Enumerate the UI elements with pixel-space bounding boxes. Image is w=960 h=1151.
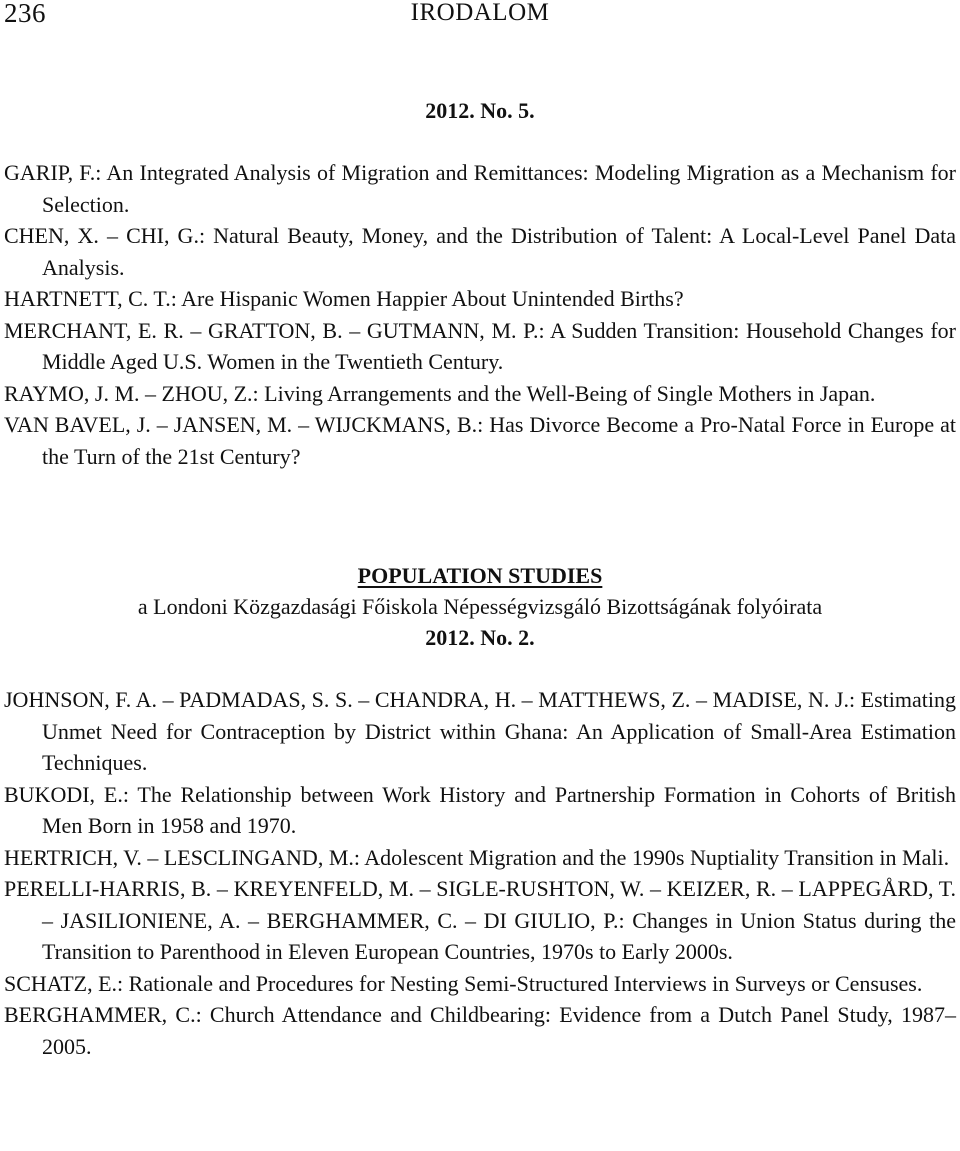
- section-header: IRODALOM: [410, 0, 550, 26]
- reference-entry: HARTNETT, C. T.: Are Hispanic Women Happier About Unintended Births?: [4, 286, 684, 311]
- reference-list: [4, 684, 956, 1062]
- journal-subtitle: a Londoni Közgazdasági Főiskola Népességvizsgáló Bizottságának folyóirata: [137, 594, 823, 619]
- issue-heading: 2012. No. 5.: [425, 98, 535, 123]
- reference-entry: HERTRICH, V. – LESCLINGAND, M.: Adolescent Migration and the 1990s Nuptiality Transition in Mali.: [4, 844, 950, 870]
- reference-entry: PERELLI-HARRIS, B. – KREYENFELD, M. – SIGLE-RUSHTON, W. – KEIZER, R. – LAPPEGÅRD, T. – JASILIONIENE, A. – BERGHAMMER, C. – DI GIULIO, P.: Changes in Union Status during the Transition to Parenthood in Eleven European Countries, 1970s to Early 2000s.: [4, 876, 956, 964]
- reference-entry: BERGHAMMER, C.: Church Attendance and Childbearing: Evidence from a Dutch Panel Study, 1987–2005.: [4, 1002, 956, 1059]
- reference-list: [4, 157, 956, 472]
- issue-heading: 2012. No. 2.: [425, 625, 535, 650]
- running-head: [0, 0, 960, 30]
- journal-title: POPULATION STUDIES: [357, 563, 603, 588]
- reference-entry: SCHATZ, E.: Rationale and Procedures for Nesting Semi-Structured Interviews in Surveys or Censuses.: [4, 970, 923, 996]
- reference-entry: RAYMO, J. M. – ZHOU, Z.: Living Arrangements and the Well-Being of Single Mothers in Japan.: [4, 380, 876, 406]
- reference-entry: BUKODI, E.: The Relationship between Work History and Partnership Formation in Cohorts of British Men Born in 1958 and 1970.: [4, 781, 956, 838]
- reference-entry: JOHNSON, F. A. – PADMADAS, S. S. – CHANDRA, H. – MATTHEWS, Z. – MADISE, N. J.: Estimating Unmet Need for Contraception by District within Ghana: An Application of Small-Area Estimation Techniques.: [4, 687, 956, 775]
- page-number: 236: [4, 0, 46, 28]
- reference-entry: VAN BAVEL, J. – JANSEN, M. – WIJCKMANS, B.: Has Divorce Become a Pro-Natal Force in Europe at the Turn of the 21st Century?: [4, 412, 956, 469]
- reference-entry: GARIP, F.: An Integrated Analysis of Migration and Remittances: Modeling Migration as a Mechanism for Selection.: [4, 160, 956, 217]
- reference-entry: CHEN, X. – CHI, G.: Natural Beauty, Money, and the Distribution of Talent: A Local-Level Panel Data Analysis.: [4, 223, 956, 280]
- reference-entry: MERCHANT, E. R. – GRATTON, B. – GUTMANN, M. P.: A Sudden Transition: Household Changes for Middle Aged U.S. Women in the Twentieth Century.: [4, 317, 956, 374]
- journal-heading-block: [0, 560, 960, 653]
